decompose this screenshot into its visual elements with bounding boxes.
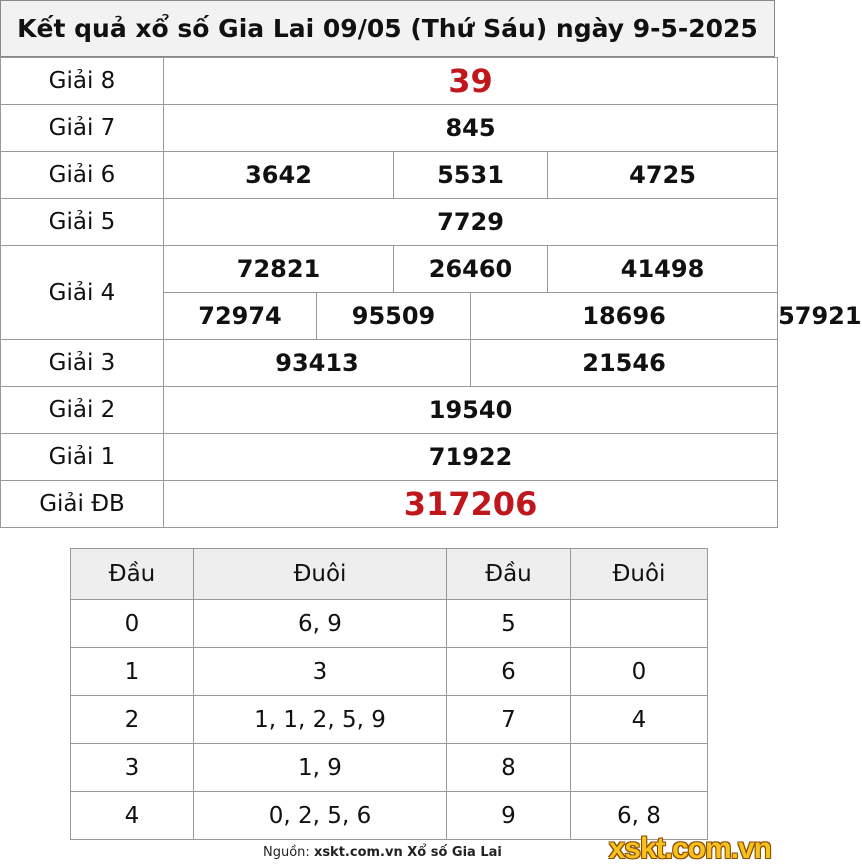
loto-row bbox=[71, 696, 708, 744]
prize-row-g5 bbox=[1, 199, 778, 246]
loto-cell: 1, 9 bbox=[194, 744, 447, 792]
special-prize-number: 317206 bbox=[164, 481, 778, 528]
loto-cell: 7 bbox=[447, 696, 571, 744]
loto-row bbox=[71, 648, 708, 696]
loto-cell: 1, 1, 2, 5, 9 bbox=[194, 696, 447, 744]
prize-number: 845 bbox=[164, 105, 778, 152]
prize-row-db bbox=[1, 481, 778, 528]
prize-label: Giải 2 bbox=[1, 387, 164, 434]
loto-cell: 4 bbox=[571, 696, 708, 744]
loto-cell: 1 bbox=[71, 648, 194, 696]
loto-cell: 3 bbox=[194, 648, 447, 696]
prize-number: 18696 bbox=[471, 293, 778, 340]
prize-number: 26460 bbox=[394, 246, 548, 293]
prize-number: 39 bbox=[164, 58, 778, 105]
loto-header: Đuôi bbox=[571, 549, 708, 600]
loto-header: Đầu bbox=[447, 549, 571, 600]
prize-row-g4 bbox=[1, 246, 778, 293]
source-credit bbox=[263, 845, 502, 860]
prize-label: Giải 3 bbox=[1, 340, 164, 387]
loto-cell bbox=[571, 600, 708, 648]
prize-number: 72974 bbox=[164, 293, 317, 340]
prize-row-g6 bbox=[1, 152, 778, 199]
prize-label: Giải 4 bbox=[1, 246, 164, 340]
loto-cell: 3 bbox=[71, 744, 194, 792]
prize-row-g2 bbox=[1, 387, 778, 434]
loto-header: Đầu bbox=[71, 549, 194, 600]
loto-cell: 6, 9 bbox=[194, 600, 447, 648]
prize-number: 3642 bbox=[164, 152, 394, 199]
prize-row-g1 bbox=[1, 434, 778, 481]
loto-header: Đuôi bbox=[194, 549, 447, 600]
loto-cell: 6, 8 bbox=[571, 792, 708, 840]
loto-cell: 4 bbox=[71, 792, 194, 840]
loto-row bbox=[71, 744, 708, 792]
loto-cell: 9 bbox=[447, 792, 571, 840]
prize-label: Giải 8 bbox=[1, 58, 164, 105]
loto-cell bbox=[571, 744, 708, 792]
loto-cell: 5 bbox=[447, 600, 571, 648]
site-logo: xskt.com.vn bbox=[608, 832, 771, 865]
prize-label: Giải 6 bbox=[1, 152, 164, 199]
page-title: Kết quả xổ số Gia Lai 09/05 (Thứ Sáu) ngày 9-5-2025 bbox=[0, 0, 775, 57]
source-link[interactable]: xskt.com.vn Xổ số Gia Lai bbox=[313, 845, 502, 860]
prize-row-g8 bbox=[1, 58, 778, 105]
results-table bbox=[0, 57, 862, 528]
loto-cell: 0 bbox=[71, 600, 194, 648]
loto-table bbox=[70, 548, 708, 840]
prize-label: Giải 7 bbox=[1, 105, 164, 152]
prize-label: Giải 1 bbox=[1, 434, 164, 481]
prize-number: 93413 bbox=[164, 340, 471, 387]
prize-row-g4b: 72974 95509 18696 57921 bbox=[1, 293, 778, 340]
loto-row bbox=[71, 600, 708, 648]
prize-number: 5531 bbox=[394, 152, 548, 199]
loto-cell: 6 bbox=[447, 648, 571, 696]
loto-cell: 8 bbox=[447, 744, 571, 792]
loto-cell: 0 bbox=[571, 648, 708, 696]
prize-number: 95509 bbox=[317, 293, 471, 340]
prize-row-g7 bbox=[1, 105, 778, 152]
source-prefix: Nguồn: bbox=[263, 845, 310, 860]
loto-header-row bbox=[71, 549, 708, 600]
loto-cell: 2 bbox=[71, 696, 194, 744]
prize-number: 72821 bbox=[164, 246, 394, 293]
prize-number: 4725 bbox=[548, 152, 778, 199]
prize-number: 41498 bbox=[548, 246, 778, 293]
prize-number: 21546 bbox=[471, 340, 778, 387]
prize-label: Giải 5 bbox=[1, 199, 164, 246]
prize-number: 71922 bbox=[164, 434, 778, 481]
prize-number: 19540 bbox=[164, 387, 778, 434]
prize-number: 7729 bbox=[164, 199, 778, 246]
prize-row-g3 bbox=[1, 340, 778, 387]
prize-label: Giải ĐB bbox=[1, 481, 164, 528]
loto-cell: 0, 2, 5, 6 bbox=[194, 792, 447, 840]
